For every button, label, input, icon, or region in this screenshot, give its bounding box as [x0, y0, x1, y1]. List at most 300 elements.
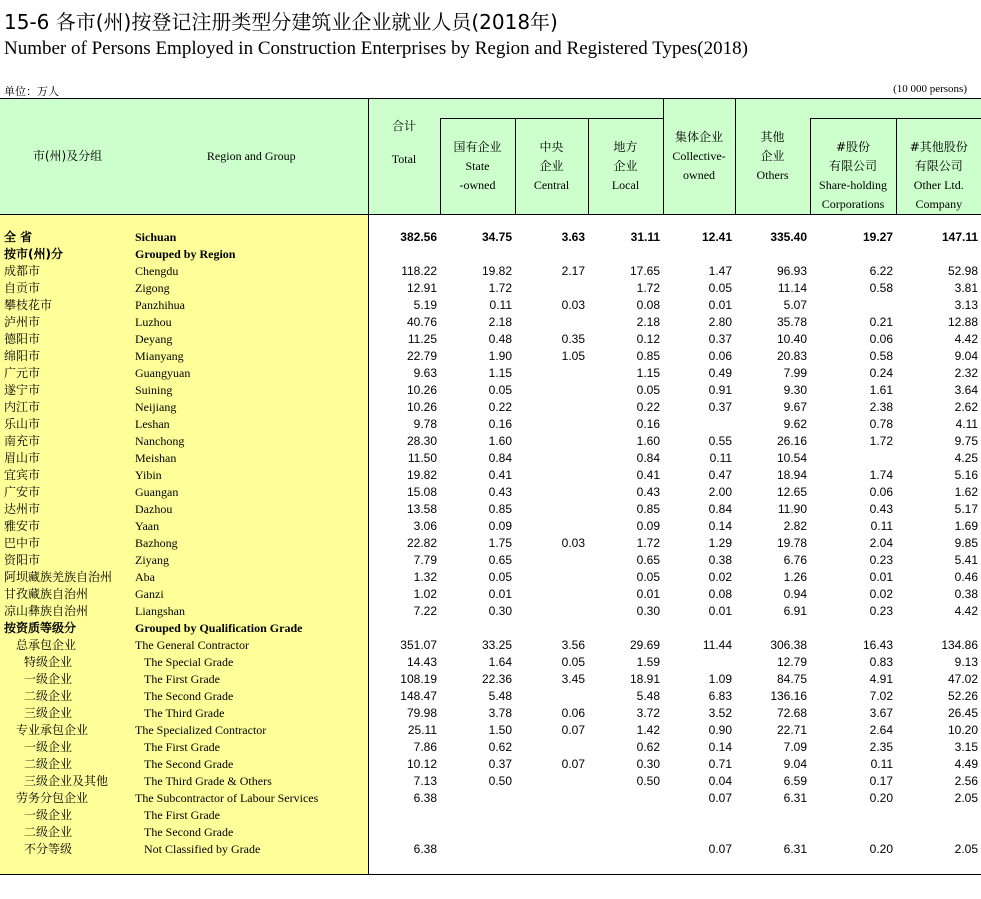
header-otherltd-en1: Other Ltd. — [913, 178, 964, 192]
cell-central: 0.07 — [561, 757, 585, 771]
cell-share-holding: 0.20 — [810, 841, 896, 875]
cell-local: 31.11 — [630, 230, 661, 244]
cell-central — [515, 518, 588, 535]
cell-share-holding: 0.20 — [869, 791, 894, 805]
table-row — [0, 246, 981, 263]
cell-state — [440, 790, 515, 807]
row-label-en: Guangan — [135, 484, 368, 501]
cell-total: 12.91 — [406, 281, 437, 295]
table-header — [0, 99, 981, 215]
row-label-cn: 宜宾市 — [0, 467, 135, 484]
cell-share-holding: 2.64 — [869, 723, 894, 737]
cell-collective: 0.08 — [708, 587, 733, 601]
row-label-cn: 自贡市 — [0, 280, 135, 297]
cell-total: 19.82 — [406, 468, 437, 482]
cell-local — [588, 807, 663, 824]
row-label-cn: 一级企业 — [0, 739, 135, 756]
table-row — [0, 450, 981, 467]
row-label-en: The First Grade — [135, 671, 368, 688]
table-row — [0, 773, 981, 790]
cell-share-holding: 0.24 — [869, 366, 894, 380]
row-label-cn: 达州市 — [0, 501, 135, 518]
unit-label-cn: 单位：万人 — [4, 85, 59, 98]
cell-state: 0.11 — [489, 298, 512, 312]
cell-other-ltd: 4.25 — [954, 451, 979, 465]
cell-share-holding: 1.72 — [869, 434, 894, 448]
cell-total: 9.63 — [413, 366, 437, 380]
cell-total: 7.86 — [413, 740, 437, 754]
cell-total: 11.25 — [407, 332, 437, 346]
cell-share-holding: 0.83 — [869, 655, 894, 669]
cell-total — [368, 807, 440, 824]
row-label-cn: 甘孜藏族自治州 — [0, 586, 135, 603]
row-label-en: Aba — [135, 569, 368, 586]
cell-other-ltd: 2.05 — [954, 791, 979, 805]
cell-state — [440, 620, 515, 637]
row-label-cn: 南充市 — [0, 433, 135, 450]
table-row — [0, 215, 981, 247]
cell-share-holding — [810, 450, 896, 467]
cell-local: 1.59 — [636, 655, 661, 669]
cell-state: 0.22 — [488, 400, 512, 414]
row-label-en: Dazhou — [135, 501, 368, 518]
cell-others: 11.90 — [777, 502, 808, 516]
cell-collective: 1.09 — [708, 672, 733, 686]
cell-other-ltd: 4.42 — [954, 604, 979, 618]
cell-central — [515, 586, 588, 603]
cell-total: 15.08 — [406, 485, 437, 499]
table-row — [0, 586, 981, 603]
cell-other-ltd: 4.11 — [955, 417, 979, 431]
cell-share-holding: 7.02 — [869, 689, 894, 703]
header-local-cn2: 企业 — [613, 159, 638, 173]
cell-local: 1.15 — [636, 366, 661, 380]
cell-collective: 0.37 — [708, 400, 733, 414]
cell-other-ltd: 9.75 — [954, 434, 979, 448]
cell-share-holding: 1.61 — [869, 383, 894, 397]
cell-others: 26.16 — [777, 434, 808, 448]
cell-central — [515, 365, 588, 382]
cell-total: 79.98 — [406, 706, 437, 720]
cell-share-holding: 4.91 — [869, 672, 894, 686]
header-share-cn1: #股份 — [836, 140, 871, 154]
cell-central — [515, 739, 588, 756]
cell-local: 18.91 — [630, 672, 661, 686]
cell-state — [440, 824, 515, 841]
cell-central: 0.06 — [561, 706, 585, 720]
cell-collective: 0.37 — [708, 332, 733, 346]
cell-state — [440, 807, 515, 824]
cell-share-holding: 19.27 — [863, 230, 894, 244]
cell-other-ltd — [896, 246, 981, 263]
cell-other-ltd: 4.42 — [954, 332, 979, 346]
cell-other-ltd: 3.15 — [954, 740, 979, 754]
cell-collective: 0.07 — [708, 791, 733, 805]
cell-share-holding: 6.22 — [869, 264, 894, 278]
cell-state: 3.78 — [488, 706, 512, 720]
table-row — [0, 807, 981, 824]
row-label-en: Luzhou — [135, 314, 368, 331]
cell-central — [515, 416, 588, 433]
cell-collective: 0.07 — [663, 841, 735, 875]
cell-total: 10.26 — [406, 400, 437, 414]
cell-others: 6.59 — [783, 774, 808, 788]
row-label-en: The First Grade — [135, 807, 368, 824]
cell-others: 10.54 — [777, 451, 808, 465]
cell-state: 33.25 — [481, 638, 512, 652]
row-label-en: The First Grade — [135, 739, 368, 756]
cell-others: 72.68 — [777, 706, 808, 720]
header-otherltd-cn2: 有限公司 — [914, 159, 963, 173]
cell-state: 0.05 — [488, 383, 512, 397]
cell-other-ltd: 1.69 — [954, 519, 979, 533]
table-row — [0, 688, 981, 705]
row-label-en: Neijiang — [135, 399, 368, 416]
cell-state: 0.62 — [488, 740, 512, 754]
row-label-en: Deyang — [135, 331, 368, 348]
cell-local: 17.65 — [630, 264, 661, 278]
cell-other-ltd: 4.49 — [954, 757, 979, 771]
data-table-container — [0, 98, 979, 875]
cell-total: 7.13 — [413, 774, 437, 788]
table-row — [0, 841, 981, 875]
cell-total: 11.50 — [407, 451, 437, 465]
cell-state: 1.72 — [488, 281, 512, 295]
cell-state: 0.50 — [488, 774, 512, 788]
row-label-cn: 乐山市 — [0, 416, 135, 433]
row-label-en: Ziyang — [135, 552, 368, 569]
cell-local: 0.85 — [636, 502, 661, 516]
cell-share-holding: 0.17 — [869, 774, 894, 788]
cell-collective: 2.00 — [708, 485, 733, 499]
cell-others: 19.78 — [777, 536, 808, 550]
row-label-en: Grouped by Region — [135, 246, 368, 263]
row-label-en: The Second Grade — [135, 688, 368, 705]
row-label-en: Grouped by Qualification Grade — [135, 620, 368, 637]
cell-collective: 0.04 — [708, 774, 733, 788]
row-label-cn: 巴中市 — [0, 535, 135, 552]
table-row — [0, 569, 981, 586]
cell-central — [515, 620, 588, 637]
row-label-en: Chengdu — [135, 263, 368, 280]
cell-total: 1.32 — [413, 570, 437, 584]
header-collective-cn: 集体企业 — [675, 130, 724, 144]
cell-share-holding: 3.67 — [869, 706, 894, 720]
row-label-cn: 三级企业及其他 — [0, 773, 135, 790]
cell-share-holding: 0.58 — [869, 349, 894, 363]
header-share-cn2: 有限公司 — [829, 159, 878, 173]
cell-share-holding: 0.02 — [869, 587, 894, 601]
cell-central — [515, 603, 588, 620]
row-label-cn: 绵阳市 — [0, 348, 135, 365]
cell-total: 148.47 — [400, 689, 437, 703]
cell-total — [368, 620, 440, 637]
header-others-sub-group — [810, 99, 981, 119]
table-row — [0, 535, 981, 552]
table-row — [0, 263, 981, 280]
row-label-cn: 不分等级 — [0, 841, 135, 875]
cell-central — [515, 280, 588, 297]
cell-central: 3.45 — [561, 672, 585, 686]
table-body — [0, 215, 981, 875]
table-row — [0, 637, 981, 654]
cell-local: 0.22 — [636, 400, 661, 414]
header-state — [440, 119, 515, 215]
row-label-en: Bazhong — [135, 535, 368, 552]
cell-share-holding: 0.78 — [869, 417, 894, 431]
cell-collective: 6.83 — [708, 689, 733, 703]
cell-share-holding: 1.74 — [869, 468, 894, 482]
header-share-en1: Share-holding — [819, 178, 888, 192]
cell-central: 1.05 — [561, 349, 585, 363]
header-others-en: Others — [756, 168, 789, 182]
cell-central — [515, 399, 588, 416]
table-row — [0, 399, 981, 416]
row-label-cn: 泸州市 — [0, 314, 135, 331]
row-label-cn: 三级企业 — [0, 705, 135, 722]
table-row — [0, 620, 981, 637]
table-row — [0, 654, 981, 671]
cell-others: 0.94 — [783, 587, 808, 601]
cell-state: 19.82 — [481, 264, 512, 278]
cell-central — [515, 569, 588, 586]
cell-local: 29.69 — [630, 638, 661, 652]
header-state-en1: State — [465, 159, 490, 173]
cell-total: 351.07 — [400, 638, 437, 652]
row-label-cn: 按市(州)分 — [0, 246, 135, 263]
row-label-cn: 全 省 — [0, 215, 135, 247]
cell-share-holding — [810, 620, 896, 637]
cell-other-ltd: 26.45 — [948, 706, 979, 720]
row-label-cn: 眉山市 — [0, 450, 135, 467]
cell-collective: 0.49 — [708, 366, 733, 380]
table-row — [0, 756, 981, 773]
cell-share-holding — [810, 246, 896, 263]
cell-total: 22.79 — [406, 349, 437, 363]
row-label-en: Not Classified by Grade — [135, 841, 368, 875]
cell-state: 2.18 — [488, 315, 512, 329]
cell-central — [515, 790, 588, 807]
cell-collective: 0.84 — [708, 502, 733, 516]
row-label-cn: 一级企业 — [0, 807, 135, 824]
cell-central — [515, 773, 588, 790]
cell-others — [735, 246, 810, 263]
cell-central: 3.63 — [561, 230, 585, 244]
row-label-cn: 成都市 — [0, 263, 135, 280]
row-label-en: The Subcontractor of Labour Services — [135, 790, 368, 807]
cell-other-ltd: 12.88 — [948, 315, 979, 329]
cell-share-holding — [810, 297, 896, 314]
cell-collective: 2.80 — [708, 315, 733, 329]
cell-others: 96.93 — [777, 264, 808, 278]
table-row — [0, 433, 981, 450]
cell-state: 0.09 — [488, 519, 512, 533]
row-label-cn: 遂宁市 — [0, 382, 135, 399]
cell-share-holding: 0.06 — [869, 332, 894, 346]
cell-state: 0.16 — [488, 417, 512, 431]
cell-total: 7.79 — [413, 553, 437, 567]
row-label-en: Meishan — [135, 450, 368, 467]
cell-other-ltd: 3.64 — [954, 383, 979, 397]
cell-share-holding: 0.11 — [870, 519, 894, 533]
cell-others: 84.75 — [777, 672, 808, 686]
row-label-en: Sichuan — [135, 215, 368, 247]
row-label-en: Panzhihua — [135, 297, 368, 314]
cell-central — [515, 552, 588, 569]
cell-central: 0.07 — [561, 723, 585, 737]
cell-collective: 1.29 — [708, 536, 733, 550]
cell-others: 12.65 — [777, 485, 808, 499]
cell-other-ltd: 10.20 — [948, 723, 979, 737]
row-label-cn: 专业承包企业 — [0, 722, 135, 739]
cell-total: 9.78 — [413, 417, 437, 431]
header-state-en2: -owned — [459, 178, 496, 192]
cell-state: 1.60 — [488, 434, 512, 448]
cell-total: 22.82 — [406, 536, 437, 550]
cell-total: 10.26 — [406, 383, 437, 397]
cell-others: 6.31 — [735, 841, 810, 875]
cell-state: 0.05 — [488, 570, 512, 584]
row-label-en: The Second Grade — [135, 824, 368, 841]
row-label-en: The Second Grade — [135, 756, 368, 773]
table-row — [0, 518, 981, 535]
row-label-cn: 二级企业 — [0, 756, 135, 773]
header-central-cn2: 企业 — [539, 159, 564, 173]
cell-collective: 0.02 — [708, 570, 733, 584]
cell-state: 0.01 — [488, 587, 512, 601]
header-local — [588, 119, 663, 215]
cell-central — [515, 433, 588, 450]
cell-others — [735, 807, 810, 824]
cell-share-holding: 0.23 — [869, 553, 894, 567]
cell-state — [440, 841, 515, 875]
cell-local — [588, 246, 663, 263]
table-row — [0, 705, 981, 722]
header-otherltd-en2: Company — [915, 197, 963, 211]
cell-local: 1.42 — [636, 723, 661, 737]
cell-others: 20.83 — [777, 349, 808, 363]
cell-other-ltd: 1.62 — [954, 485, 979, 499]
row-label-en: Yibin — [135, 467, 368, 484]
cell-local: 0.43 — [636, 485, 661, 499]
cell-collective: 0.06 — [708, 349, 733, 363]
cell-others: 306.38 — [770, 638, 808, 652]
cell-collective: 0.55 — [708, 434, 733, 448]
cell-collective — [663, 807, 735, 824]
cell-local: 0.12 — [636, 332, 661, 346]
cell-other-ltd: 2.56 — [954, 774, 979, 788]
cell-state: 0.48 — [488, 332, 512, 346]
header-region-en-text: Region and Group — [206, 149, 296, 163]
header-otherltd — [896, 119, 981, 215]
page-title-cn: 15-6 各市(州)按登记注册类型分建筑业企业就业人员(2018年) — [4, 10, 558, 34]
cell-local: 0.62 — [636, 740, 661, 754]
cell-collective — [663, 246, 735, 263]
cell-others: 9.04 — [783, 757, 808, 771]
cell-others: 12.79 — [777, 655, 808, 669]
row-label-cn: 一级企业 — [0, 671, 135, 688]
cell-total: 25.11 — [407, 723, 437, 737]
cell-total: 108.19 — [400, 672, 437, 686]
table-row — [0, 501, 981, 518]
header-collective-en1: Collective- — [672, 149, 726, 163]
row-label-cn: 攀枝花市 — [0, 297, 135, 314]
cell-central — [515, 841, 588, 875]
cell-local — [588, 620, 663, 637]
cell-total: 6.38 — [368, 841, 440, 875]
cell-state: 1.64 — [488, 655, 512, 669]
cell-other-ltd: 5.17 — [954, 502, 979, 516]
cell-central — [515, 688, 588, 705]
cell-total: 382.56 — [400, 230, 437, 244]
row-label-cn: 内江市 — [0, 399, 135, 416]
header-local-cn1: 地方 — [613, 140, 638, 154]
cell-collective: 0.71 — [708, 757, 733, 771]
cell-local: 1.60 — [636, 434, 661, 448]
cell-local: 0.85 — [636, 349, 661, 363]
header-central-en: Central — [533, 178, 570, 192]
cell-share-holding: 2.35 — [869, 740, 894, 754]
cell-total: 1.02 — [413, 587, 437, 601]
row-label-en: Guangyuan — [135, 365, 368, 382]
cell-others: 11.14 — [777, 281, 808, 295]
header-total — [368, 99, 440, 215]
cell-others: 7.99 — [783, 366, 808, 380]
cell-total: 14.43 — [406, 655, 437, 669]
cell-others: 18.94 — [777, 468, 808, 482]
header-region-cn — [0, 99, 135, 215]
cell-central: 0.03 — [561, 298, 585, 312]
cell-other-ltd: 3.81 — [954, 281, 979, 295]
cell-central: 0.35 — [561, 332, 585, 346]
cell-others: 136.16 — [770, 689, 808, 703]
cell-local: 0.09 — [636, 519, 661, 533]
row-label-en: Leshan — [135, 416, 368, 433]
cell-other-ltd: 3.13 — [954, 298, 979, 312]
cell-other-ltd: 147.11 — [941, 230, 979, 244]
cell-central — [515, 246, 588, 263]
table-row — [0, 824, 981, 841]
row-label-en: Yaan — [135, 518, 368, 535]
cell-collective: 0.47 — [708, 468, 733, 482]
row-label-en: Nanchong — [135, 433, 368, 450]
header-others — [735, 99, 810, 215]
cell-collective — [663, 824, 735, 841]
table-row — [0, 484, 981, 501]
cell-local — [588, 841, 663, 875]
header-share-en2: Corporations — [821, 197, 885, 211]
row-label-en: The Third Grade — [135, 705, 368, 722]
cell-state: 1.75 — [488, 536, 512, 550]
header-central — [515, 119, 588, 215]
cell-share-holding — [810, 824, 896, 841]
cell-central: 3.56 — [561, 638, 585, 652]
header-central-cn1: 中央 — [539, 140, 564, 154]
row-label-cn: 特级企业 — [0, 654, 135, 671]
cell-state: 0.37 — [488, 757, 512, 771]
cell-collective: 0.05 — [708, 281, 733, 295]
cell-local — [588, 790, 663, 807]
header-state-group — [440, 99, 663, 119]
cell-collective: 1.47 — [708, 264, 733, 278]
row-label-cn: 德阳市 — [0, 331, 135, 348]
cell-central: 2.17 — [561, 264, 585, 278]
cell-share-holding: 2.38 — [869, 400, 894, 414]
header-collective — [663, 99, 735, 215]
cell-collective: 11.44 — [702, 638, 733, 652]
cell-collective: 0.38 — [708, 553, 733, 567]
table-row — [0, 467, 981, 484]
